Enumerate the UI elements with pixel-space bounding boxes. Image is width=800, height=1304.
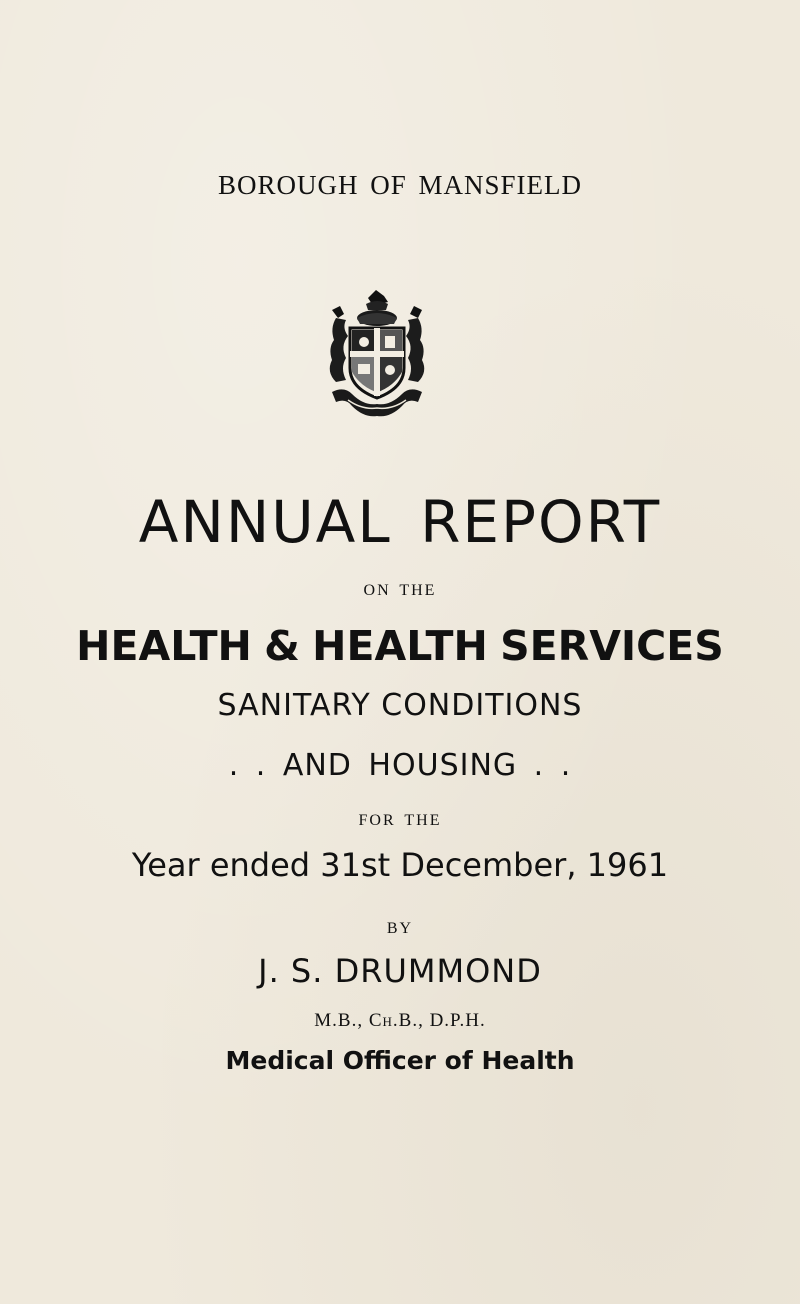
subject-health-services: HEALTH & HEALTH SERVICES	[76, 622, 724, 670]
author-role: Medical Officer of Health	[225, 1046, 575, 1075]
subject-housing: . . AND HOUSING . .	[228, 748, 572, 783]
report-title: ANNUAL REPORT	[138, 488, 662, 556]
subject-sanitary-conditions: SANITARY CONDITIONS	[217, 688, 583, 723]
for-the-label: FOR THE	[358, 812, 442, 829]
borough-name: BOROUGH OF MANSFIELD	[217, 170, 583, 200]
author-name: J. S. DRUMMOND	[258, 952, 542, 990]
report-period: Year ended 31st December, 1961	[131, 846, 669, 884]
on-the-label: ON THE	[363, 582, 437, 599]
by-label: BY	[386, 920, 414, 937]
borough-coat-of-arms-icon	[322, 288, 432, 424]
author-qualifications-text: M.B., Ch.B., D.P.H.	[314, 1010, 486, 1031]
author-qualifications	[0, 1010, 800, 1032]
